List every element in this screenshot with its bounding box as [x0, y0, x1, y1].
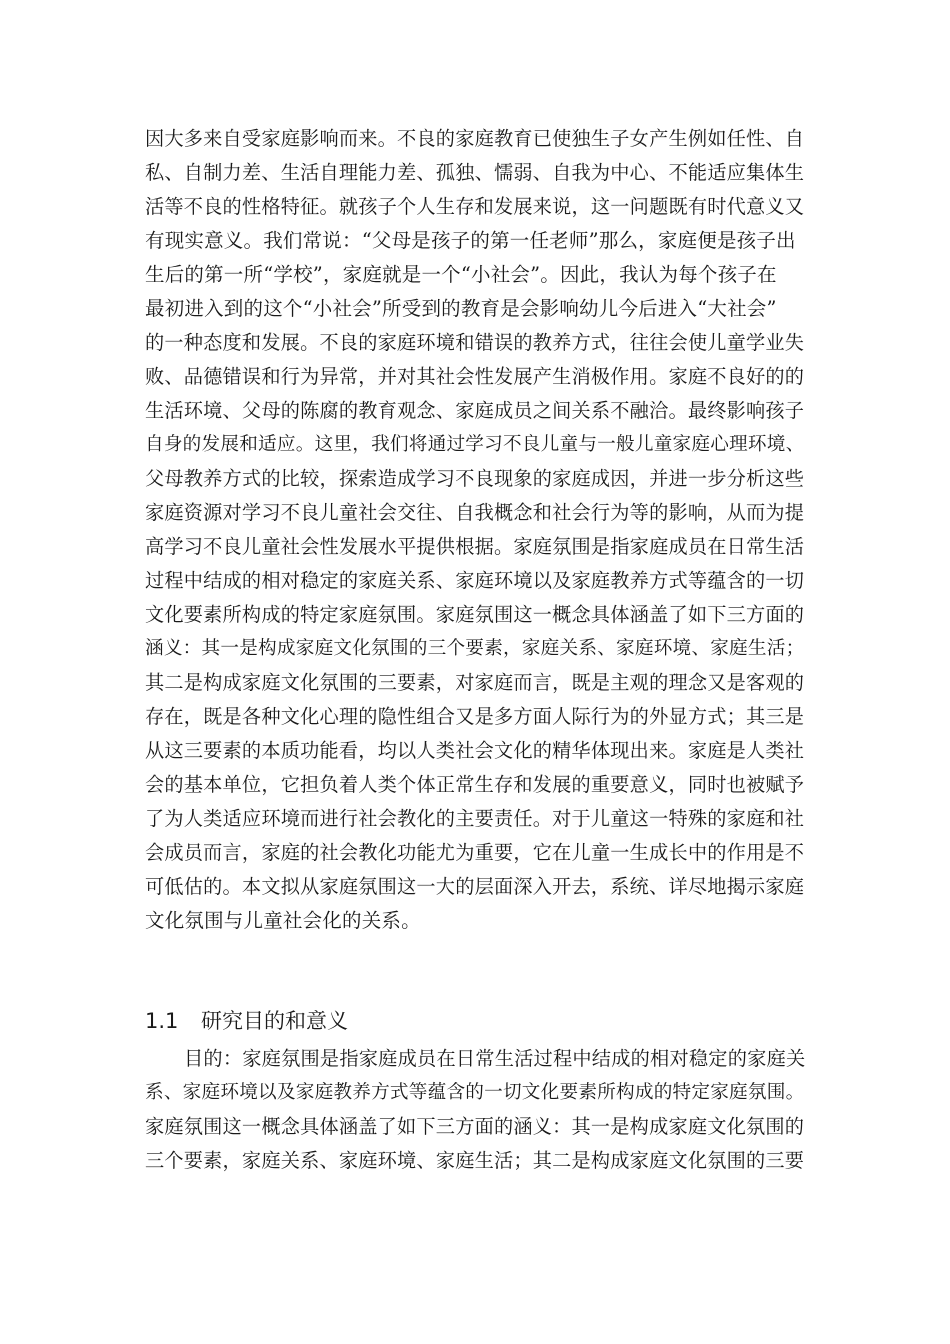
body-line: 自身的发展和适应。这里，我们将通过学习不良儿童与一般儿童家庭心理环境、 — [145, 434, 805, 455]
body-line: 文化要素所构成的特定家庭氛围。家庭氛围这一概念具体涵盖了如下三方面的 — [145, 603, 805, 626]
body-line: 私、自制力差、生活自理能力差、孤独、懦弱、自我为中心、不能适应集体生 — [145, 161, 805, 184]
section-line: 系、家庭环境以及家庭教养方式等蕴含的一切文化要素所构成的特定家庭氛围。 — [145, 1082, 805, 1103]
body-line: 从这三要素的本质功能看，均以人类社会文化的精华体现出来。家庭是人类社 — [145, 739, 805, 762]
body-line: 败、品德错误和行为异常，并对其社会性发展产生消极作用。家庭不良好的的 — [145, 365, 805, 388]
body-line: 会的基本单位，它担负着人类个体正常生存和发展的重要意义，同时也被赋予 — [145, 773, 805, 796]
body-line: 会成员而言，家庭的社会教化功能尤为重要，它在儿童一生成长中的作用是不 — [145, 841, 805, 864]
body-line: 的一种态度和发展。不良的家庭环境和错误的教养方式，往往会使儿童学业失 — [145, 331, 805, 354]
body-line: 父母教养方式的比较，探索造成学习不良现象的家庭成因，并进一步分析这些 — [145, 467, 805, 490]
body-line: 涵义：其一是构成家庭文化氛围的三个要素，家庭关系、家庭环境、家庭生活； — [145, 638, 805, 659]
body-line: 存在，既是各种文化心理的隐性组合又是多方面人际行为的外显方式；其三是 — [145, 705, 805, 728]
section-line: 目的：家庭氛围是指家庭成员在日常生活过程中结成的相对稳定的家庭关 — [184, 1047, 806, 1070]
section-heading — [145, 1004, 348, 1038]
body-line: 高学习不良儿童社会性发展水平提供根据。家庭氛围是指家庭成员在日常生活 — [145, 535, 805, 558]
section-line: 三个要素，家庭关系、家庭环境、家庭生活；其二是构成家庭文化氛围的三要 — [145, 1149, 805, 1172]
body-line: 生活环境、父母的陈腐的教育观念、家庭成员之间关系不融洽。最终影响孩子 — [145, 399, 805, 422]
body-line: 活等不良的性格特征。就孩子个人生存和发展来说，这一问题既有时代意义又 — [145, 195, 805, 218]
body-line: 有现实意义。我们常说：“父母是孩子的第一任老师”那么，家庭便是孩子出 — [145, 229, 796, 252]
body-line: 其二是构成家庭文化氛围的三要素，对家庭而言，既是主观的理念又是客观的 — [145, 671, 805, 694]
body-line: 因大多来自受家庭影响而来。不良的家庭教育已使独生子女产生例如任性、自 — [145, 127, 805, 150]
body-line: 家庭资源对学习不良儿童社会交往、自我概念和社会行为等的影响，从而为提 — [145, 501, 805, 524]
section-line: 家庭氛围这一概念具体涵盖了如下三方面的涵义：其一是构成家庭文化氛围的 — [145, 1115, 805, 1138]
section-title: 研究目的和意义 — [201, 1009, 348, 1033]
body-line: 生后的第一所“学校”，家庭就是一个“小社会”。因此，我认为每个孩子在 — [145, 263, 777, 286]
body-line: 文化氛围与儿童社会化的关系。 — [145, 909, 421, 932]
body-line: 了为人类适应环境而进行社会教化的主要责任。对于儿童这一特殊的家庭和社 — [145, 807, 805, 830]
body-line: 可低估的。本文拟从家庭氛围这一大的层面深入开去，系统、详尽地揭示家庭 — [145, 875, 805, 898]
body-line: 过程中结成的相对稳定的家庭关系、家庭环境以及家庭教养方式等蕴含的一切 — [145, 569, 805, 592]
body-line: 最初进入到的这个“小社会”所受到的教育是会影响幼儿今后进入“大社会” — [145, 297, 777, 320]
section-number: 1.1 — [145, 1009, 179, 1033]
